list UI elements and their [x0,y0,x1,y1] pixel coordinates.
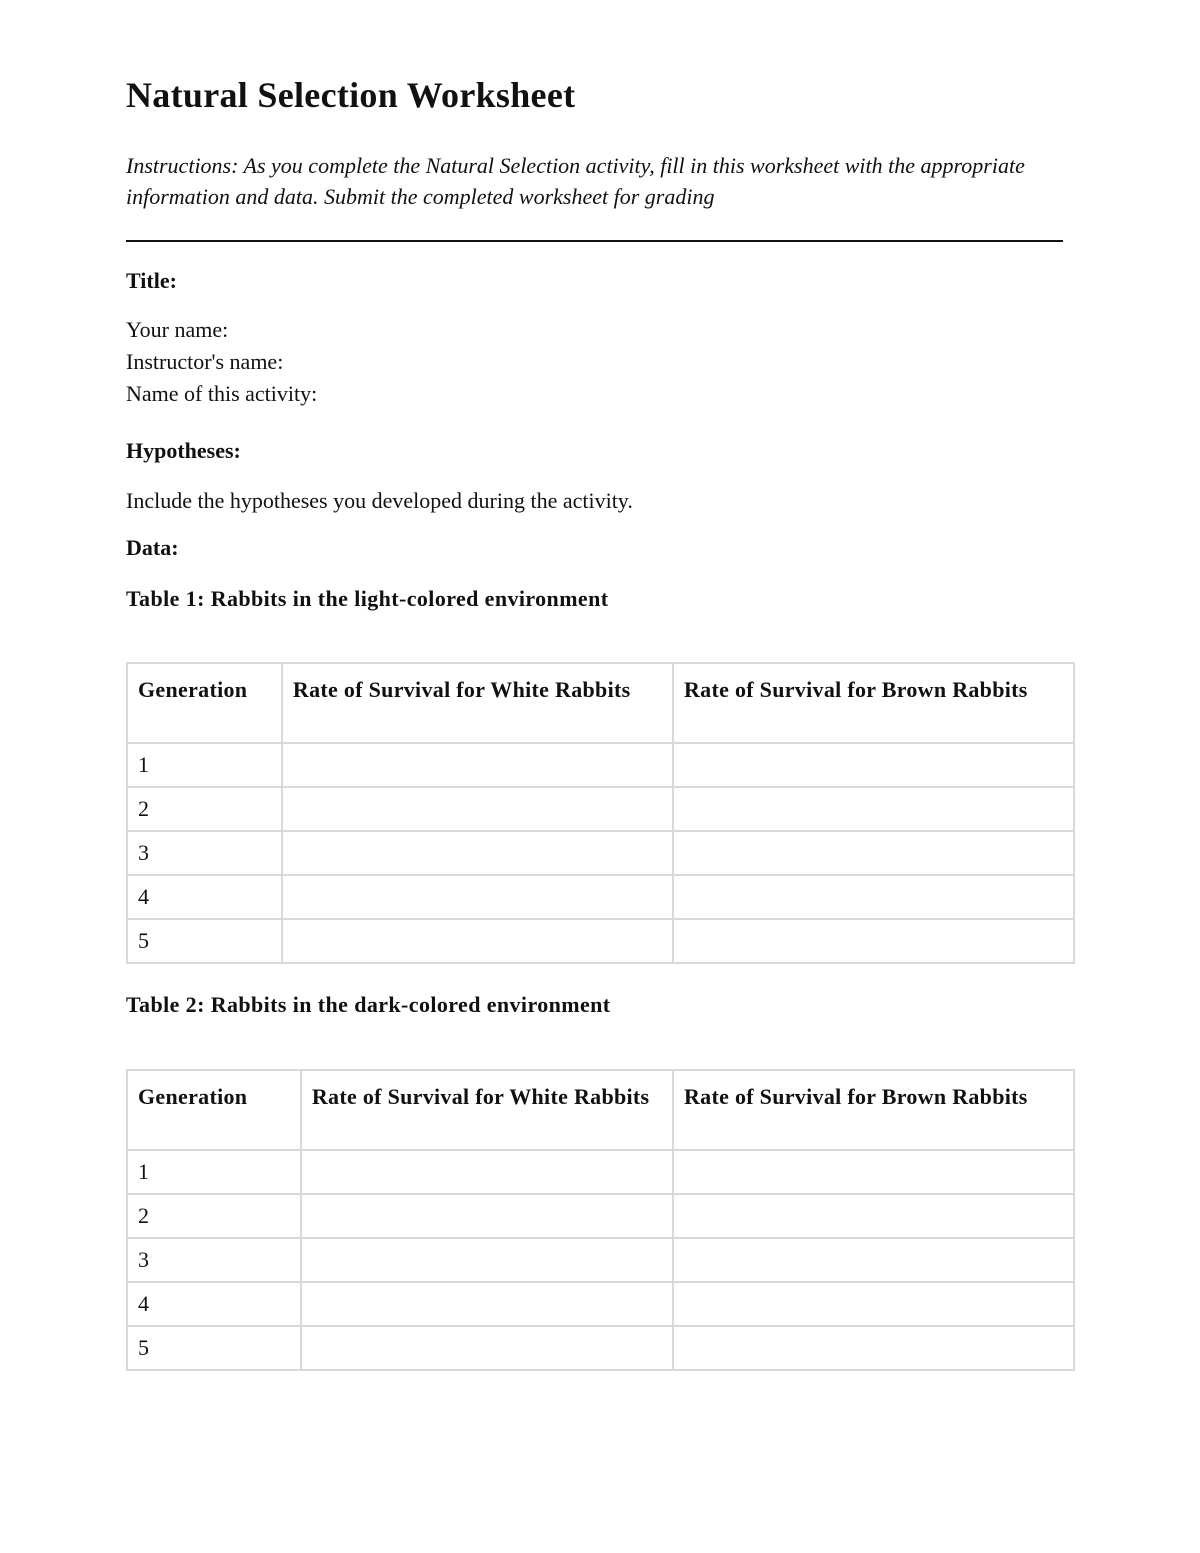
table-row [127,919,1074,963]
brown-survival-cell[interactable] [673,831,1074,875]
brown-survival-cell[interactable] [673,1194,1074,1238]
table2 [126,1069,1075,1371]
white-survival-cell[interactable] [282,875,673,919]
title-label: Title: [126,268,177,293]
table-header-row [127,663,1074,743]
table2-caption: Table 2: Rabbits in the dark-colored environment [126,992,611,1017]
column-header-brown-survival: Rate of Survival for Brown Rabbits [673,663,1074,743]
column-header-white-survival: Rate of Survival for White Rabbits [301,1070,673,1150]
brown-survival-cell[interactable] [673,919,1074,963]
white-survival-cell[interactable] [282,919,673,963]
white-survival-cell[interactable] [282,831,673,875]
table-header-row [127,1070,1074,1150]
table1-caption: Table 1: Rabbits in the light-colored environment [126,586,609,611]
column-header-generation: Generation [127,1070,301,1150]
instructions-text: Instructions: As you complete the Natural Selection activity, fill in this worksheet with the appropriate information and data. Submit the completed worksheet for grading [126,153,1025,209]
table-row [127,1238,1074,1282]
white-survival-cell[interactable] [301,1238,673,1282]
your-name-field: Your name: [126,317,229,342]
white-survival-cell[interactable] [301,1282,673,1326]
generation-cell: 4 [127,875,282,919]
generation-cell: 1 [127,1150,301,1194]
activity-name-field: Name of this activity: [126,381,318,406]
table-row [127,1326,1074,1370]
instructor-name-field: Instructor's name: [126,349,284,374]
brown-survival-cell[interactable] [673,875,1074,919]
column-header-generation: Generation [127,663,282,743]
brown-survival-cell[interactable] [673,1238,1074,1282]
generation-cell: 5 [127,1326,301,1370]
table1 [126,662,1075,964]
brown-survival-cell[interactable] [673,1150,1074,1194]
brown-survival-cell[interactable] [673,743,1074,787]
hypotheses-label: Hypotheses: [126,438,241,463]
white-survival-cell[interactable] [282,787,673,831]
brown-survival-cell[interactable] [673,1326,1074,1370]
table-row [127,743,1074,787]
page-title: Natural Selection Worksheet [126,75,576,115]
column-header-white-survival: Rate of Survival for White Rabbits [282,663,673,743]
table-row [127,1282,1074,1326]
white-survival-cell[interactable] [301,1150,673,1194]
generation-cell: 4 [127,1282,301,1326]
table-row [127,787,1074,831]
hypotheses-text: Include the hypotheses you developed during the activity. [126,488,633,513]
generation-cell: 2 [127,787,282,831]
column-header-brown-survival: Rate of Survival for Brown Rabbits [673,1070,1074,1150]
generation-cell: 1 [127,743,282,787]
generation-cell: 5 [127,919,282,963]
white-survival-cell[interactable] [282,743,673,787]
table-row [127,831,1074,875]
divider [126,240,1063,242]
generation-cell: 3 [127,831,282,875]
table-row [127,1194,1074,1238]
generation-cell: 2 [127,1194,301,1238]
brown-survival-cell[interactable] [673,1282,1074,1326]
white-survival-cell[interactable] [301,1326,673,1370]
table-row [127,1150,1074,1194]
white-survival-cell[interactable] [301,1194,673,1238]
table-row [127,875,1074,919]
brown-survival-cell[interactable] [673,787,1074,831]
generation-cell: 3 [127,1238,301,1282]
data-label: Data: [126,535,179,560]
